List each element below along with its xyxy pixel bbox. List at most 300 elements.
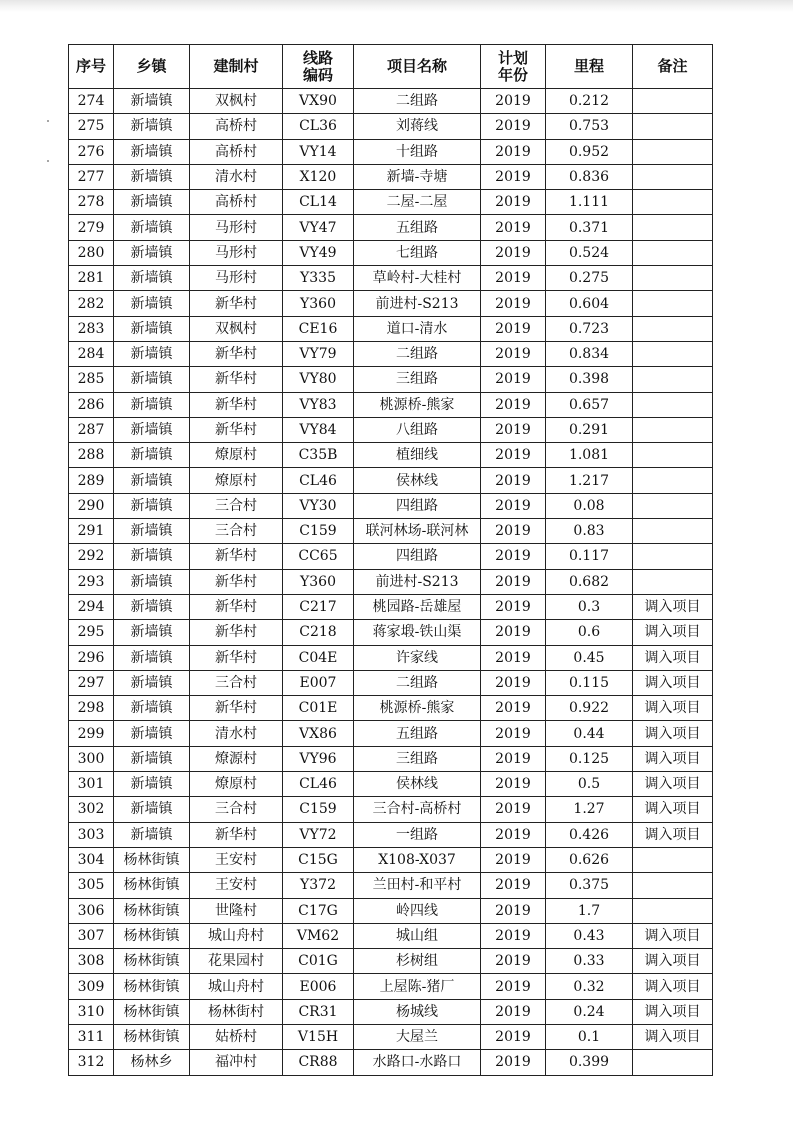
cell-remark: [633, 215, 713, 240]
cell-remark: [633, 873, 713, 898]
cell-code: C01E: [283, 696, 354, 721]
cell-year: 2019: [481, 215, 546, 240]
cell-mileage: 0.32: [546, 974, 633, 999]
table-row: [69, 291, 713, 316]
cell-year: 2019: [481, 139, 546, 164]
cell-village: 城山舟村: [190, 923, 283, 948]
cell-name: 侯林线: [354, 468, 481, 493]
table-row: [69, 266, 713, 291]
cell-name: 桃源桥-熊家: [354, 696, 481, 721]
cell-name: 侯林线: [354, 772, 481, 797]
cell-town: 新墙镇: [114, 240, 190, 265]
cell-no: 298: [69, 696, 114, 721]
cell-year: 2019: [481, 164, 546, 189]
table-row: [69, 772, 713, 797]
cell-town: 新墙镇: [114, 190, 190, 215]
cell-code: C159: [283, 797, 354, 822]
cell-remark: [633, 1050, 713, 1075]
cell-code: C15G: [283, 847, 354, 872]
cell-village: 高桥村: [190, 190, 283, 215]
cell-no: 279: [69, 215, 114, 240]
cell-code: C17G: [283, 898, 354, 923]
cell-remark: [633, 190, 713, 215]
cell-name: 许家线: [354, 645, 481, 670]
header-cell-mileage: 里程: [546, 45, 633, 89]
cell-name: 五组路: [354, 215, 481, 240]
cell-name: 四组路: [354, 493, 481, 518]
cell-town: 杨林街镇: [114, 974, 190, 999]
cell-year: 2019: [481, 873, 546, 898]
cell-mileage: 0.723: [546, 316, 633, 341]
cell-year: 2019: [481, 1024, 546, 1049]
cell-no: 299: [69, 721, 114, 746]
cell-mileage: 0.626: [546, 847, 633, 872]
cell-name: 十组路: [354, 139, 481, 164]
cell-no: 306: [69, 898, 114, 923]
cell-year: 2019: [481, 417, 546, 442]
cell-name: 一组路: [354, 822, 481, 847]
cell-mileage: 0.43: [546, 923, 633, 948]
cell-town: 新墙镇: [114, 772, 190, 797]
cell-mileage: 0.834: [546, 341, 633, 366]
cell-village: 马形村: [190, 240, 283, 265]
table-row: [69, 620, 713, 645]
cell-code: C35B: [283, 443, 354, 468]
cell-code: CL46: [283, 772, 354, 797]
cell-code: E006: [283, 974, 354, 999]
table-row: [69, 822, 713, 847]
table-row: [69, 316, 713, 341]
cell-code: C218: [283, 620, 354, 645]
table-body: [69, 89, 713, 1076]
cell-name: 岭四线: [354, 898, 481, 923]
cell-village: 三合村: [190, 519, 283, 544]
header-cell-name: 项目名称: [354, 45, 481, 89]
cell-year: 2019: [481, 949, 546, 974]
table-row: [69, 974, 713, 999]
cell-mileage: 1.7: [546, 898, 633, 923]
cell-mileage: 0.24: [546, 999, 633, 1024]
cell-village: 杨林街村: [190, 999, 283, 1024]
cell-year: 2019: [481, 341, 546, 366]
cell-mileage: 1.217: [546, 468, 633, 493]
cell-no: 285: [69, 367, 114, 392]
cell-code: CR88: [283, 1050, 354, 1075]
cell-mileage: 0.45: [546, 645, 633, 670]
cell-town: 新墙镇: [114, 670, 190, 695]
cell-remark: 调入项目: [633, 923, 713, 948]
cell-name: 三组路: [354, 746, 481, 771]
cell-village: 高桥村: [190, 114, 283, 139]
cell-mileage: 0.08: [546, 493, 633, 518]
cell-no: 304: [69, 847, 114, 872]
cell-year: 2019: [481, 114, 546, 139]
table-row: [69, 89, 713, 114]
cell-name: 城山组: [354, 923, 481, 948]
cell-remark: 调入项目: [633, 645, 713, 670]
cell-mileage: 1.081: [546, 443, 633, 468]
cell-village: 新华村: [190, 392, 283, 417]
cell-remark: [633, 468, 713, 493]
cell-mileage: 0.125: [546, 746, 633, 771]
cell-name: 上屋陈-猪厂: [354, 974, 481, 999]
cell-year: 2019: [481, 974, 546, 999]
cell-code: C01G: [283, 949, 354, 974]
cell-mileage: 0.836: [546, 164, 633, 189]
cell-village: 双枫村: [190, 316, 283, 341]
header-cell-town: 乡镇: [114, 45, 190, 89]
cell-code: VY96: [283, 746, 354, 771]
cell-no: 310: [69, 999, 114, 1024]
cell-name: 桃源桥-熊家: [354, 392, 481, 417]
table-row: [69, 164, 713, 189]
cell-no: 308: [69, 949, 114, 974]
cell-code: VX90: [283, 89, 354, 114]
cell-remark: 调入项目: [633, 721, 713, 746]
cell-town: 杨林乡: [114, 1050, 190, 1075]
cell-year: 2019: [481, 266, 546, 291]
cell-code: Y360: [283, 569, 354, 594]
cell-no: 293: [69, 569, 114, 594]
cell-town: 新墙镇: [114, 544, 190, 569]
cell-village: 新华村: [190, 291, 283, 316]
cell-name: 杨城线: [354, 999, 481, 1024]
cell-town: 新墙镇: [114, 519, 190, 544]
cell-name: 植细线: [354, 443, 481, 468]
cell-remark: [633, 493, 713, 518]
cell-mileage: 1.27: [546, 797, 633, 822]
cell-remark: [633, 519, 713, 544]
cell-mileage: 0.212: [546, 89, 633, 114]
cell-code: V15H: [283, 1024, 354, 1049]
cell-mileage: 0.44: [546, 721, 633, 746]
cell-no: 295: [69, 620, 114, 645]
cell-town: 新墙镇: [114, 620, 190, 645]
cell-year: 2019: [481, 1050, 546, 1075]
cell-name: 蒋家塅-铁山渠: [354, 620, 481, 645]
cell-year: 2019: [481, 443, 546, 468]
cell-name: 七组路: [354, 240, 481, 265]
cell-village: 双枫村: [190, 89, 283, 114]
cell-code: X120: [283, 164, 354, 189]
cell-town: 新墙镇: [114, 316, 190, 341]
cell-mileage: 0.753: [546, 114, 633, 139]
cell-no: 312: [69, 1050, 114, 1075]
cell-year: 2019: [481, 645, 546, 670]
cell-village: 马形村: [190, 266, 283, 291]
cell-year: 2019: [481, 493, 546, 518]
cell-year: 2019: [481, 89, 546, 114]
cell-mileage: 0.398: [546, 367, 633, 392]
cell-village: 城山舟村: [190, 974, 283, 999]
header-year-line2: 年份: [497, 65, 528, 84]
cell-village: 新华村: [190, 544, 283, 569]
cell-mileage: 0.117: [546, 544, 633, 569]
cell-remark: 调入项目: [633, 1024, 713, 1049]
table-row: [69, 493, 713, 518]
cell-remark: [633, 316, 713, 341]
table-row: [69, 949, 713, 974]
cell-remark: [633, 417, 713, 442]
road-project-table: [68, 44, 713, 1076]
cell-year: 2019: [481, 923, 546, 948]
cell-village: 王安村: [190, 873, 283, 898]
cell-mileage: 0.291: [546, 417, 633, 442]
cell-remark: [633, 164, 713, 189]
cell-name: 前进村-S213: [354, 569, 481, 594]
cell-code: C159: [283, 519, 354, 544]
cell-code: VY49: [283, 240, 354, 265]
cell-village: 燎原村: [190, 468, 283, 493]
cell-name: 兰田村-和平村: [354, 873, 481, 898]
cell-no: 307: [69, 923, 114, 948]
table-row: [69, 746, 713, 771]
cell-code: CE16: [283, 316, 354, 341]
cell-name: 前进村-S213: [354, 291, 481, 316]
cell-remark: [633, 114, 713, 139]
cell-no: 280: [69, 240, 114, 265]
cell-town: 新墙镇: [114, 797, 190, 822]
cell-no: 292: [69, 544, 114, 569]
cell-town: 新墙镇: [114, 468, 190, 493]
cell-no: 303: [69, 822, 114, 847]
cell-year: 2019: [481, 772, 546, 797]
cell-remark: [633, 266, 713, 291]
cell-remark: [633, 898, 713, 923]
cell-mileage: 0.1: [546, 1024, 633, 1049]
cell-remark: [633, 367, 713, 392]
cell-remark: [633, 569, 713, 594]
cell-name: 水路口-水路口: [354, 1050, 481, 1075]
cell-village: 新华村: [190, 341, 283, 366]
cell-town: 新墙镇: [114, 164, 190, 189]
header-year-line1: 计划: [497, 48, 528, 67]
cell-town: 新墙镇: [114, 443, 190, 468]
cell-no: 301: [69, 772, 114, 797]
cell-town: 新墙镇: [114, 569, 190, 594]
header-cell-village: 建制村: [190, 45, 283, 89]
cell-town: 新墙镇: [114, 367, 190, 392]
cell-code: VY84: [283, 417, 354, 442]
cell-name: 草岭村-大桂村: [354, 266, 481, 291]
table-row: [69, 240, 713, 265]
cell-code: Y335: [283, 266, 354, 291]
cell-town: 杨林街镇: [114, 873, 190, 898]
cell-town: 杨林街镇: [114, 949, 190, 974]
cell-no: 283: [69, 316, 114, 341]
cell-mileage: 0.524: [546, 240, 633, 265]
cell-no: 309: [69, 974, 114, 999]
cell-code: VY47: [283, 215, 354, 240]
cell-name: 联河林场-联河林: [354, 519, 481, 544]
cell-remark: [633, 544, 713, 569]
cell-mileage: 0.399: [546, 1050, 633, 1075]
table-row: [69, 569, 713, 594]
cell-year: 2019: [481, 544, 546, 569]
cell-no: 297: [69, 670, 114, 695]
header-row: [69, 45, 713, 89]
cell-remark: [633, 392, 713, 417]
cell-village: 清水村: [190, 164, 283, 189]
cell-no: 275: [69, 114, 114, 139]
table-header: [69, 45, 713, 89]
cell-mileage: 0.6: [546, 620, 633, 645]
cell-name: 道口-清水: [354, 316, 481, 341]
cell-code: C217: [283, 594, 354, 619]
cell-mileage: 1.111: [546, 190, 633, 215]
cell-town: 新墙镇: [114, 493, 190, 518]
cell-name: 五组路: [354, 721, 481, 746]
cell-code: VY30: [283, 493, 354, 518]
cell-no: 294: [69, 594, 114, 619]
scan-speck: [47, 120, 49, 122]
cell-no: 286: [69, 392, 114, 417]
cell-name: 二组路: [354, 670, 481, 695]
cell-year: 2019: [481, 392, 546, 417]
cell-village: 姑桥村: [190, 1024, 283, 1049]
cell-year: 2019: [481, 797, 546, 822]
cell-mileage: 0.83: [546, 519, 633, 544]
cell-code: VY14: [283, 139, 354, 164]
cell-no: 284: [69, 341, 114, 366]
cell-no: 277: [69, 164, 114, 189]
table-row: [69, 898, 713, 923]
cell-name: 刘蒋线: [354, 114, 481, 139]
cell-village: 三合村: [190, 493, 283, 518]
header-code-line1: 线路: [302, 48, 333, 67]
cell-year: 2019: [481, 367, 546, 392]
cell-year: 2019: [481, 620, 546, 645]
cell-code: VY80: [283, 367, 354, 392]
cell-mileage: 0.375: [546, 873, 633, 898]
cell-town: 新墙镇: [114, 721, 190, 746]
cell-no: 282: [69, 291, 114, 316]
cell-remark: [633, 139, 713, 164]
cell-year: 2019: [481, 670, 546, 695]
cell-mileage: 0.5: [546, 772, 633, 797]
cell-village: 三合村: [190, 797, 283, 822]
cell-town: 杨林街镇: [114, 898, 190, 923]
cell-year: 2019: [481, 847, 546, 872]
cell-name: 八组路: [354, 417, 481, 442]
cell-remark: 调入项目: [633, 696, 713, 721]
table-row: [69, 215, 713, 240]
cell-town: 新墙镇: [114, 139, 190, 164]
cell-code: C04E: [283, 645, 354, 670]
cell-code: VY79: [283, 341, 354, 366]
cell-village: 三合村: [190, 670, 283, 695]
cell-year: 2019: [481, 291, 546, 316]
cell-village: 新华村: [190, 367, 283, 392]
cell-town: 杨林街镇: [114, 847, 190, 872]
cell-year: 2019: [481, 190, 546, 215]
table-row: [69, 544, 713, 569]
cell-no: 311: [69, 1024, 114, 1049]
table-row: [69, 367, 713, 392]
cell-remark: [633, 89, 713, 114]
cell-town: 新墙镇: [114, 696, 190, 721]
cell-remark: [633, 443, 713, 468]
cell-remark: 调入项目: [633, 999, 713, 1024]
cell-code: CL14: [283, 190, 354, 215]
cell-no: 287: [69, 417, 114, 442]
cell-name: X108-X037: [354, 847, 481, 872]
table-row: [69, 519, 713, 544]
table-row: [69, 645, 713, 670]
cell-mileage: 0.922: [546, 696, 633, 721]
table-row: [69, 594, 713, 619]
cell-village: 燎原村: [190, 443, 283, 468]
cell-village: 新华村: [190, 696, 283, 721]
scan-top-edge: [0, 0, 793, 12]
scan-speck: [47, 160, 49, 162]
cell-year: 2019: [481, 519, 546, 544]
cell-year: 2019: [481, 316, 546, 341]
cell-mileage: 0.115: [546, 670, 633, 695]
cell-code: Y372: [283, 873, 354, 898]
cell-town: 新墙镇: [114, 89, 190, 114]
table-row: [69, 190, 713, 215]
cell-village: 新华村: [190, 417, 283, 442]
table-row: [69, 1050, 713, 1075]
cell-remark: 调入项目: [633, 797, 713, 822]
cell-village: 新华村: [190, 569, 283, 594]
header-cell-remark: 备注: [633, 45, 713, 89]
cell-town: 杨林街镇: [114, 1024, 190, 1049]
cell-village: 燎源村: [190, 746, 283, 771]
cell-code: CR31: [283, 999, 354, 1024]
table-row: [69, 873, 713, 898]
cell-mileage: 0.275: [546, 266, 633, 291]
cell-village: 新华村: [190, 822, 283, 847]
cell-no: 300: [69, 746, 114, 771]
cell-no: 305: [69, 873, 114, 898]
cell-mileage: 0.33: [546, 949, 633, 974]
cell-code: VY83: [283, 392, 354, 417]
table-row: [69, 923, 713, 948]
cell-village: 新华村: [190, 594, 283, 619]
cell-remark: 调入项目: [633, 620, 713, 645]
cell-year: 2019: [481, 822, 546, 847]
cell-name: 三组路: [354, 367, 481, 392]
cell-code: E007: [283, 670, 354, 695]
cell-mileage: 0.426: [546, 822, 633, 847]
cell-village: 新华村: [190, 620, 283, 645]
cell-village: 高桥村: [190, 139, 283, 164]
cell-village: 王安村: [190, 847, 283, 872]
cell-village: 新华村: [190, 645, 283, 670]
table-row: [69, 417, 713, 442]
cell-town: 新墙镇: [114, 266, 190, 291]
table-row: [69, 847, 713, 872]
cell-town: 新墙镇: [114, 114, 190, 139]
cell-code: CL36: [283, 114, 354, 139]
cell-year: 2019: [481, 999, 546, 1024]
cell-town: 新墙镇: [114, 417, 190, 442]
cell-village: 花果园村: [190, 949, 283, 974]
cell-year: 2019: [481, 468, 546, 493]
cell-no: 289: [69, 468, 114, 493]
cell-no: 302: [69, 797, 114, 822]
cell-remark: 调入项目: [633, 670, 713, 695]
table-row: [69, 341, 713, 366]
cell-town: 新墙镇: [114, 822, 190, 847]
table-row: [69, 721, 713, 746]
cell-year: 2019: [481, 721, 546, 746]
cell-remark: 调入项目: [633, 772, 713, 797]
cell-name: 杉树组: [354, 949, 481, 974]
cell-remark: [633, 341, 713, 366]
